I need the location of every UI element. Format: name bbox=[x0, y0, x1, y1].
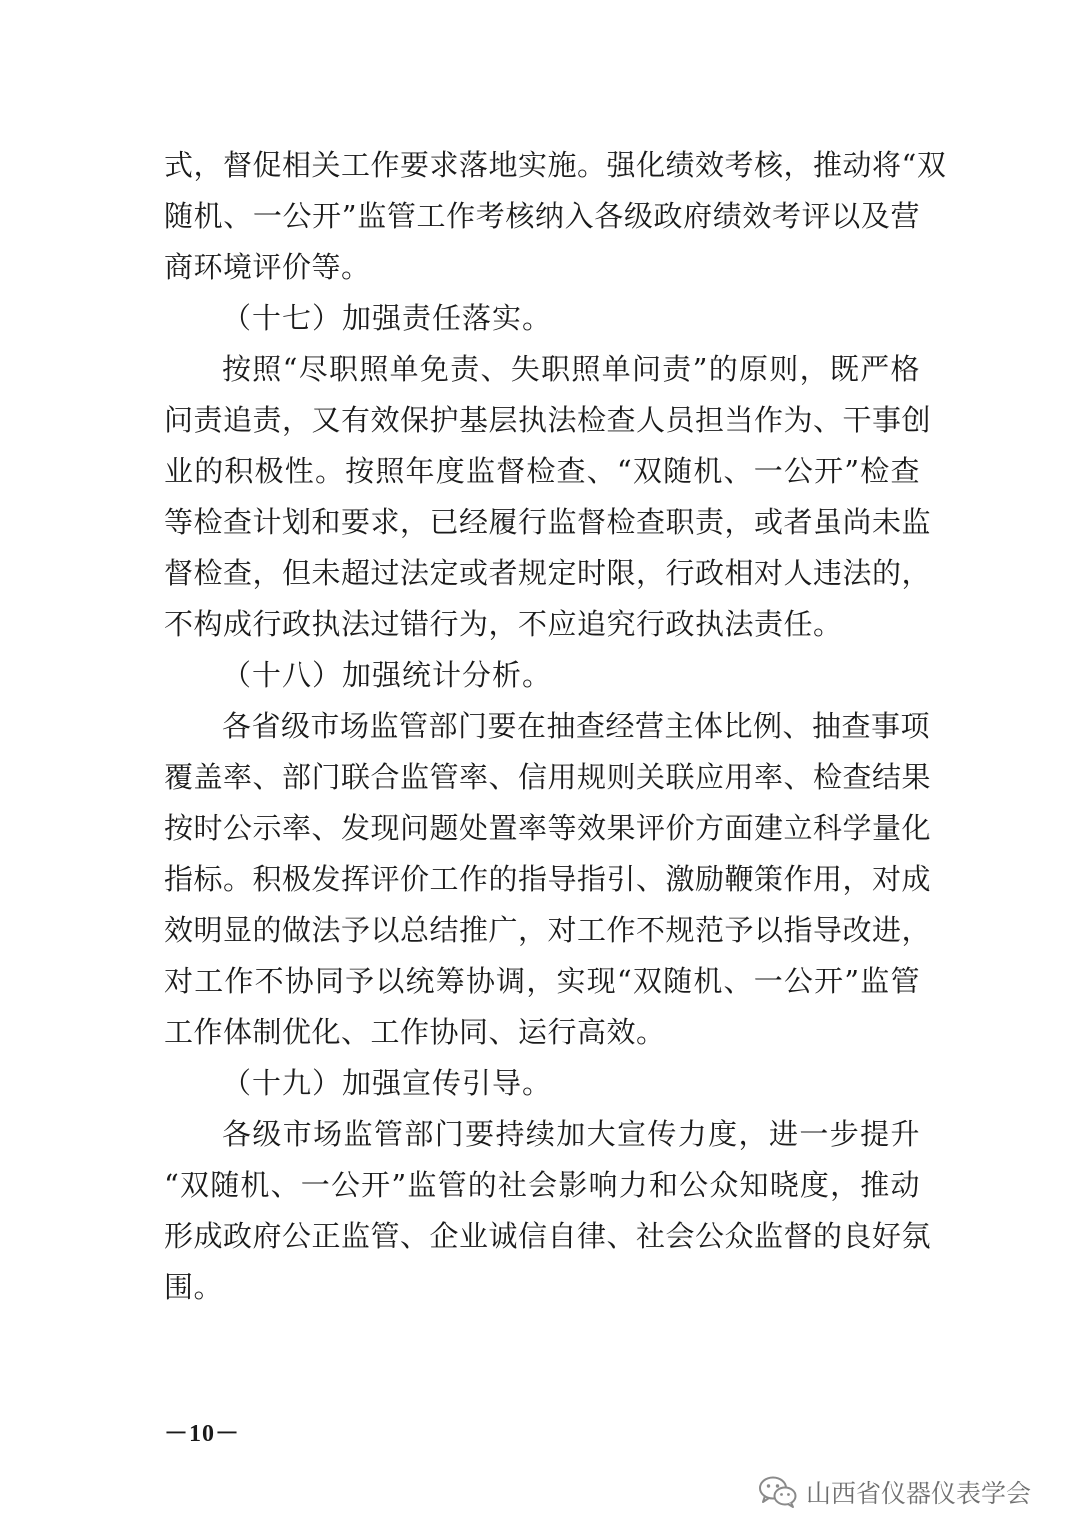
text-line: 随机、一公开”监管工作考核纳入各级政府绩效考评以及营 bbox=[164, 199, 920, 233]
text-line: 各级市场监管部门要持续加大宣传力度，进一步提升 bbox=[222, 1117, 920, 1151]
text-line: “双随机、一公开”监管的社会影响力和公众知晓度，推动 bbox=[164, 1168, 920, 1202]
text-line: 覆盖率、部门联合监管率、信用规则关联应用率、检查结果 bbox=[164, 760, 932, 794]
text-line: 效明显的做法予以总结推广，对工作不规范予以指导改进， bbox=[164, 913, 932, 947]
watermark bbox=[758, 1472, 1031, 1512]
text-line: 不构成行政执法过错行为，不应追究行政执法责任。 bbox=[164, 607, 843, 641]
paragraph-continued bbox=[164, 140, 947, 293]
section-heading-18: （十八）加强统计分析。 bbox=[222, 658, 553, 692]
section-heading-17: （十七）加强责任落实。 bbox=[222, 301, 553, 335]
text-line: 按时公示率、发现问题处置率等效果评价方面建立科学量化 bbox=[164, 811, 932, 845]
page-number: －10－ bbox=[164, 1421, 240, 1447]
text-line: 商环境评价等。 bbox=[164, 250, 371, 284]
paragraph-17 bbox=[164, 344, 932, 650]
text-line: 各省级市场监管部门要在抽查经营主体比例、抽查事项 bbox=[222, 709, 931, 743]
text-line: 问责追责，又有效保护基层执法检查人员担当作为、干事创 bbox=[164, 403, 932, 437]
text-line: 指标。积极发挥评价工作的指导指引、激励鞭策作用，对成 bbox=[164, 862, 932, 896]
wechat-icon bbox=[758, 1475, 798, 1509]
document-body bbox=[164, 140, 947, 1313]
section-heading-19: （十九）加强宣传引导。 bbox=[222, 1066, 553, 1100]
text-line: 督检查，但未超过法定或者规定时限，行政相对人违法的， bbox=[164, 556, 932, 590]
text-line: 工作体制优化、工作协同、运行高效。 bbox=[164, 1015, 666, 1049]
text-line: 按照“尽职照单免责、失职照单问责”的原则，既严格 bbox=[222, 352, 920, 386]
text-line: 对工作不协同予以统筹协调，实现“双随机、一公开”监管 bbox=[164, 964, 920, 998]
text-line: 式，督促相关工作要求落地实施。强化绩效考核，推动将“双 bbox=[164, 148, 947, 182]
watermark-text: 山西省仪器仪表学会 bbox=[806, 1479, 1032, 1508]
paragraph-19 bbox=[164, 1109, 932, 1313]
text-line: 形成政府公正监管、企业诚信自律、社会公众监督的良好氛 bbox=[164, 1219, 932, 1253]
paragraph-18 bbox=[164, 701, 932, 1058]
text-line: 围。 bbox=[164, 1270, 224, 1304]
text-line: 等检查计划和要求，已经履行监督检查职责，或者虽尚未监 bbox=[164, 505, 932, 539]
text-line: 业的积极性。按照年度监督检查、“双随机、一公开”检查 bbox=[164, 454, 920, 488]
